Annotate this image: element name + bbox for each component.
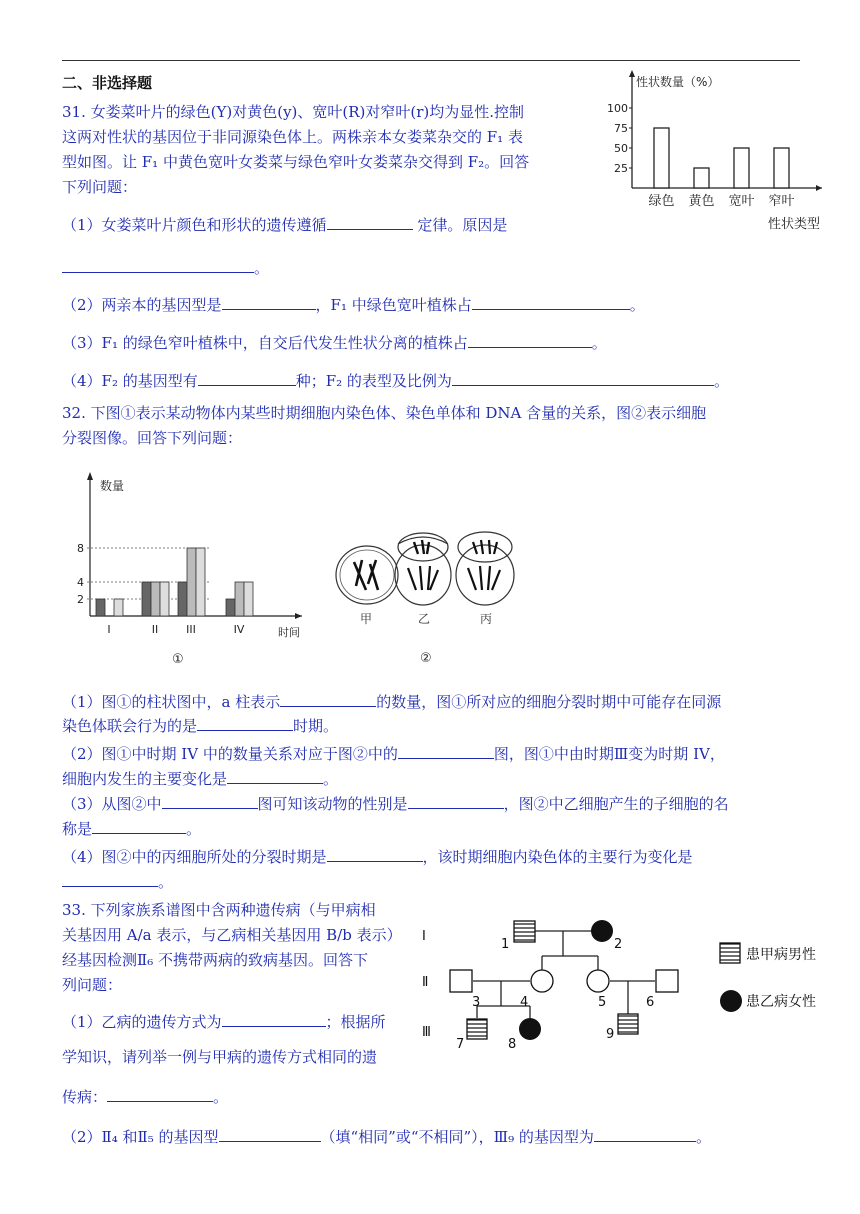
q31-line-2: 这两对性状的基因位于非同源染色体上。两株亲本女娄菜杂交的 F₁ 表 (62, 128, 523, 146)
figure-1-caption: ① (172, 652, 184, 667)
q31-line-4: 下列问题： (62, 178, 138, 196)
cell-yi (395, 533, 451, 605)
num-5: 5 (598, 995, 607, 1010)
q32-p4-text-a: （4）图②中的丙细胞所处的分裂时期是 (62, 848, 327, 866)
bar-period-4 (226, 599, 235, 616)
cell-label-yi: 乙 (418, 612, 431, 626)
answer-blank[interactable] (197, 714, 293, 731)
num-8: 8 (508, 1037, 517, 1052)
q32-part-4-cont (62, 870, 173, 894)
q33-p2-text-c: 。 (695, 1128, 711, 1146)
answer-blank[interactable] (327, 845, 423, 862)
answer-blank[interactable] (198, 369, 296, 386)
q32-p1-text-c: 染色体联会行为的是 (62, 717, 198, 735)
q32-p3-text-e: 。 (186, 820, 202, 838)
bar-黄色 (694, 168, 709, 188)
q32-p4-text-b: ，该时期细胞内染色体的主要行为变化是 (422, 848, 693, 866)
num-1: 1 (501, 937, 510, 952)
q32-p4-text-c: 。 (158, 873, 174, 891)
gen-label-2: Ⅱ (422, 975, 429, 990)
legend-male-icon (720, 943, 740, 963)
gen-label-3: Ⅲ (422, 1025, 431, 1040)
q31-chart-group (607, 70, 822, 232)
answer-blank[interactable] (162, 792, 258, 809)
bar-窄叶 (774, 148, 789, 188)
q31-p4-text-a: （4）F₂ 的基因型有 (62, 372, 198, 390)
pedigree-individual-3 (450, 970, 472, 992)
q32-figure-1-group (77, 472, 302, 667)
bar-period-1 (114, 599, 123, 616)
q32-part-1 (62, 690, 721, 714)
x-axis-arrow (295, 613, 302, 619)
answer-blank[interactable] (222, 1010, 326, 1027)
answer-blank[interactable] (227, 767, 323, 784)
y-axis-arrow (87, 472, 93, 480)
q31-part-1 (62, 213, 507, 237)
pedigree-individual-7 (467, 1019, 487, 1039)
q32-part-4 (62, 845, 693, 869)
y-axis-label: 数量 (100, 479, 125, 493)
y-tick-label: 25 (614, 162, 628, 175)
cell-label-bing: 丙 (480, 612, 493, 626)
bar-绿色 (654, 128, 669, 188)
q32-part-2-cont (62, 767, 338, 791)
x-tick-label: 宽叶 (728, 194, 755, 209)
q33-p2-text-a: （2）Ⅱ₄ 和Ⅱ₅ 的基因型 (62, 1128, 219, 1146)
q33-part-1-cont2 (62, 1085, 228, 1109)
q32-p3-text-a: （3）从图②中 (62, 795, 162, 813)
q32-p1-text-b: 的数量，图①所对应的细胞分裂时期中可能存在同源 (376, 693, 722, 711)
q32-p1-text-a: （1）图①的柱状图中，a 柱表示 (62, 693, 281, 711)
q31-p2-text-c: 。 (629, 296, 645, 314)
num-3: 3 (472, 995, 481, 1010)
q31-p1-text-b: 定律。原因是 (412, 216, 508, 234)
x-axis-label: 性状类型 (767, 217, 820, 232)
x-axis-label: 时间 (278, 626, 300, 639)
q31-p4-text-b: 种；F₂ 的表型及比例为 (295, 372, 452, 390)
q33-p1-text-a: （1）乙病的遗传方式为 (62, 1013, 222, 1031)
bar-period-3 (196, 548, 205, 616)
y-tick-label: 4 (77, 576, 84, 589)
bar-period-4 (235, 582, 244, 616)
q31-p2-text-b: ，F₁ 中绿色宽叶植株占 (315, 296, 472, 314)
q32-p2-text-d: 。 (323, 770, 339, 788)
cell-jia (336, 546, 398, 604)
pedigree-individual-6 (656, 970, 678, 992)
q31-p4-text-c: 。 (713, 372, 729, 390)
q33-line-2: 关基因用 A/a 表示，与乙病相关基因用 B/b 表示） (62, 926, 402, 944)
period-label: III (186, 623, 196, 636)
bar-period-2 (151, 582, 160, 616)
x-tick-label: 黄色 (688, 194, 715, 209)
pedigree-individual-4 (531, 970, 553, 992)
x-tick-label: 绿色 (648, 194, 675, 209)
q31-part-1-cont (62, 256, 269, 280)
gen-label-1: I (422, 929, 426, 944)
bar-宽叶 (734, 148, 749, 188)
answer-blank[interactable] (62, 256, 254, 273)
bar-period-1 (96, 599, 105, 616)
q32-line-1: 32. 下图①表示某动物体内某些时期细胞内染色体、染色单体和 DNA 含量的关系，图②表示细胞 (62, 404, 707, 422)
q31-part-2 (62, 293, 645, 317)
q33-p1-text-b: ；根据所 (325, 1013, 386, 1031)
x-axis-arrow (816, 185, 822, 191)
q32-part-3 (62, 792, 729, 816)
y-axis-arrow (629, 70, 635, 77)
answer-blank[interactable] (594, 1125, 696, 1142)
y-axis-label: 性状数量（%） (636, 75, 720, 89)
answer-blank[interactable] (468, 331, 592, 348)
period-label: I (107, 623, 111, 636)
pedigree-individual-2 (591, 920, 613, 942)
q32-p3-text-b: 图可知该动物的性别是 (257, 795, 408, 813)
legend-female-label: 患乙病女性 (746, 994, 816, 1010)
y-tick-label: 75 (614, 122, 628, 135)
q33-part-2 (62, 1125, 711, 1149)
num-2: 2 (614, 937, 623, 952)
y-tick-label: 100 (607, 102, 628, 115)
q33-line-3: 经基因检测Ⅱ₆ 不携带两病的致病基因。回答下 (62, 951, 368, 969)
legend-male-label: 患甲病男性 (746, 947, 816, 963)
figure-2-caption: ② (420, 651, 432, 666)
bar-period-2 (142, 582, 151, 616)
q32-p1-text-d: 时期。 (293, 717, 339, 735)
answer-blank[interactable] (219, 1125, 321, 1142)
q33-part-1 (62, 1010, 386, 1034)
period-label: II (151, 623, 159, 636)
q31-p2-text-a: （2）两亲本的基因型是 (62, 296, 222, 314)
bar-period-3 (187, 548, 196, 616)
cell-label-jia: 甲 (360, 612, 373, 626)
q33-p1-text-e: 。 (213, 1088, 229, 1106)
q33-line-1: 33. 下列家族系谱图中含两种遗传病（与甲病相 (62, 901, 376, 919)
q33-p1-text-d: 传病： (62, 1088, 108, 1106)
q32-p3-text-c: ，图②中乙细胞产生的子细胞的名 (503, 795, 729, 813)
q32-p2-text-a: （2）图①中时期 IV 中的数量关系对应于图②中的 (62, 745, 398, 763)
q33-pedigree (420, 910, 840, 1060)
bar-period-4 (244, 582, 253, 616)
q32-figure-1 (70, 470, 320, 670)
answer-blank[interactable] (408, 792, 504, 809)
num-9: 9 (606, 1027, 615, 1042)
answer-blank[interactable] (472, 293, 630, 310)
pedigree-individual-5 (587, 970, 609, 992)
x-tick-label: 窄叶 (768, 194, 795, 209)
y-tick-label: 8 (77, 542, 84, 555)
q33-part-1-cont: 学知识，请列举一例与甲病的遗传方式相同的遗 (62, 1048, 378, 1066)
bar-period-3 (178, 582, 187, 616)
q32-figure-2 (330, 520, 530, 670)
pedigree-individual-1 (514, 921, 535, 942)
cell-bing (456, 532, 514, 605)
q32-p2-text-b: 图，图①中由时期Ⅲ变为时期 IV， (493, 745, 725, 763)
q31-line-1: 31. 女娄菜叶片的绿色(Y)对黄色(y)、宽叶(R)对窄叶(r)均为显性.控制 (62, 103, 525, 121)
bar-period-2 (160, 582, 169, 616)
answer-blank[interactable] (222, 293, 316, 310)
q32-p3-text-d: 称是 (62, 820, 93, 838)
answer-blank[interactable] (327, 213, 413, 230)
num-4: 4 (520, 995, 529, 1010)
q31-part-3 (62, 331, 607, 355)
answer-blank[interactable] (280, 690, 376, 707)
pedigree-individual-9 (618, 1014, 638, 1034)
q32-line-2: 分裂图像。回答下列问题： (62, 429, 243, 447)
q32-part-2 (62, 742, 725, 766)
section-title: 二、非选择题 (62, 74, 153, 92)
q32-p2-text-c: 细胞内发生的主要变化是 (62, 770, 228, 788)
q32-part-3-cont (62, 817, 201, 841)
y-tick-label: 2 (77, 593, 84, 606)
y-tick-label: 50 (614, 142, 628, 155)
answer-blank[interactable] (452, 369, 714, 386)
q33-p2-text-b: （填“相同”或“不相同”），Ⅲ₉ 的基因型为 (320, 1128, 594, 1146)
answer-blank[interactable] (107, 1085, 213, 1102)
answer-blank[interactable] (92, 817, 186, 834)
q31-line-3: 型如图。让 F₁ 中黄色宽叶女娄菜与绿色窄叶女娄菜杂交得到 F₂。回答 (62, 153, 530, 171)
q31-p3-text-b: 。 (591, 334, 607, 352)
q31-part-4 (62, 369, 729, 393)
num-6: 6 (646, 995, 655, 1010)
header-rule (62, 60, 800, 61)
answer-blank[interactable] (398, 742, 494, 759)
legend-female-icon (720, 990, 742, 1012)
q32-part-1-cont (62, 714, 338, 738)
q31-p3-text-a: （3）F₁ 的绿色窄叶植株中，自交后代发生性状分离的植株占 (62, 334, 468, 352)
num-7: 7 (456, 1037, 465, 1052)
period-label: IV (233, 623, 245, 636)
pedigree-individual-8 (519, 1018, 541, 1040)
q31-p1-text-a: （1）女娄菜叶片颜色和形状的遗传遵循 (62, 216, 327, 234)
q31-bar-chart (600, 68, 830, 236)
q31-p1-text-c: 。 (254, 259, 270, 277)
q33-line-4: 列问题： (62, 976, 123, 994)
answer-blank[interactable] (62, 870, 158, 887)
